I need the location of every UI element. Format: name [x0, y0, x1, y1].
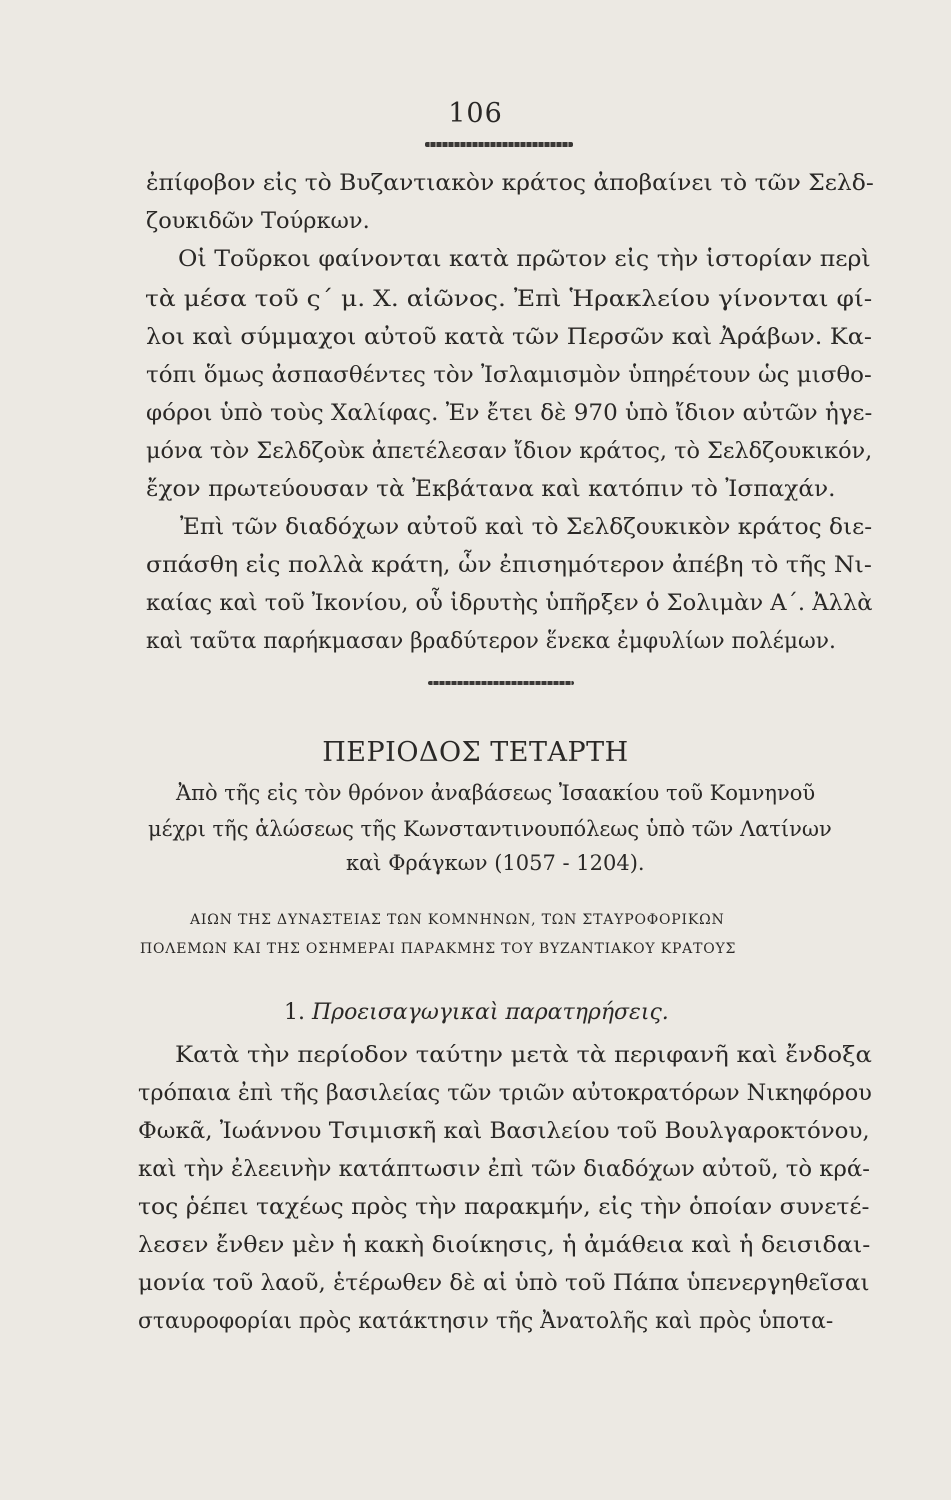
text-line: Οἱ Τοῦρκοι φαίνονται κατὰ πρῶτον εἰς τὴν ἱστορίαν περὶ	[178, 246, 871, 272]
text-line: ζουκιδῶν Τούρκων.	[146, 208, 370, 234]
text-line: τος ῥέπει ταχέως πρὸς τὴν παρακμήν, εἰς τὴν ὁποίαν συνετέ-	[138, 1194, 870, 1220]
ornamental-rule-divider	[428, 681, 574, 685]
era-heading-line: ΑΙΩΝ ΤΗΣ ΔΥΝΑΣΤΕΙΑΣ ΤΩΝ ΚΟΜΝΗΝΩΝ, ΤΩΝ ΣΤΑΥΡΟΦΟΡΙΚΩΝ	[190, 912, 725, 928]
text-line: τρόπαια ἐπὶ τῆς βασιλείας τῶν τριῶν αὐτοκρατόρων Νικηφόρου	[138, 1080, 872, 1106]
section-title: Προεισαγωγικαὶ παρατηρήσεις.	[312, 1000, 669, 1025]
period-title: ΠΕΡΙΟΔΟΣ ΤΕΤΑΡΤΗ	[322, 737, 629, 768]
text-line: λοι καὶ σύμμαχοι αὐτοῦ κατὰ τῶν Περσῶν καὶ Ἀράβων. Κα-	[146, 324, 872, 350]
text-line: σπάσθη εἰς πολλὰ κράτη, ὧν ἐπισημότερον ἀπέβη τὸ τῆς Νι-	[146, 552, 872, 578]
text-line: καὶ ταῦτα παρήκμασαν βραδύτερον ἕνεκα ἐμφυλίων πολέμων.	[146, 628, 836, 654]
text-line: τὰ μέσα τοῦ ς΄ μ. Χ. αἰῶνος. Ἐπὶ Ἡρακλείου γίνονται φί-	[145, 286, 873, 312]
text-line: καίας καὶ τοῦ Ἰκονίου, οὗ ἱδρυτὴς ὑπῆρξεν ὁ Σολιμὰν Α΄. Ἀλλὰ	[146, 590, 873, 616]
section-heading	[284, 1000, 669, 1025]
ornamental-rule-top	[425, 142, 573, 147]
page-number: 106	[448, 98, 503, 129]
text-line: ἐπίφοβον εἰς τὸ Βυζαντιακὸν κράτος ἀποβαίνει τὸ τῶν Σελδ-	[146, 170, 874, 196]
text-line: Φωκᾶ, Ἰωάννου Τσιμισκῆ καὶ Βασιλείου τοῦ Βουλγαροκτόνου,	[138, 1118, 870, 1144]
text-line: λεσεν ἔνθεν μὲν ἡ κακὴ διοίκησις, ἡ ἀμάθεια καὶ ἡ δεισιδαι-	[138, 1232, 871, 1258]
text-line: Ἐπὶ τῶν διαδόχων αὐτοῦ καὶ τὸ Σελδζουκικὸν κράτος διε-	[180, 514, 873, 540]
period-subtitle-line: καὶ Φράγκων (1057 - 1204).	[346, 851, 645, 875]
text-line: μόνα τὸν Σελδζοὺκ ἀπετέλεσαν ἴδιον κράτος, τὸ Σελδζουκικόν,	[146, 438, 873, 464]
period-subtitle-line: Ἀπὸ τῆς εἰς τὸν θρόνον ἀναβάσεως Ἰσαακίου τοῦ Κομνηνοῦ	[176, 781, 816, 805]
text-line: καὶ τὴν ἐλεεινὴν κατάπτωσιν ἐπὶ τῶν διαδόχων αὐτοῦ, τὸ κρά-	[138, 1156, 870, 1182]
text-line: φόροι ὑπὸ τοὺς Χαλίφας. Ἐν ἔτει δὲ 970 ὑπὸ ἴδιον αὐτῶν ἡγε-	[146, 400, 873, 426]
period-subtitle-line: μέχρι τῆς ἁλώσεως τῆς Κωνσταντινουπόλεως ὑπὸ τῶν Λατίνων	[148, 817, 832, 841]
text-line: τόπι ὅμως ἀσπασθέντες τὸν Ἰσλαμισμὸν ὑπηρέτουν ὡς μισθο-	[146, 362, 872, 388]
era-heading-line: ΠΟΛΕΜΩΝ ΚΑΙ ΤΗΣ ΟΣΗΜΕΡΑΙ ΠΑΡΑΚΜΗΣ ΤΟΥ ΒΥΖΑΝΤΙΑΚΟΥ ΚΡΑΤΟΥΣ	[140, 941, 737, 957]
section-number: 1.	[284, 1000, 305, 1025]
text-line: ἔχον πρωτεύουσαν τὰ Ἐκβάτανα καὶ κατόπιν τὸ Ἰσπαχάν.	[146, 476, 836, 502]
text-line: Κατὰ τὴν περίοδον ταύτην μετὰ τὰ περιφανῆ καὶ ἔνδοξα	[175, 1042, 872, 1068]
text-line: μονία τοῦ λαοῦ, ἑτέρωθεν δὲ αἱ ὑπὸ τοῦ Πάπα ὑπενεργηθεῖσαι	[138, 1270, 870, 1296]
text-line: σταυροφορίαι πρὸς κατάκτησιν τῆς Ἀνατολῆς καὶ πρὸς ὑποτα-	[138, 1308, 834, 1334]
